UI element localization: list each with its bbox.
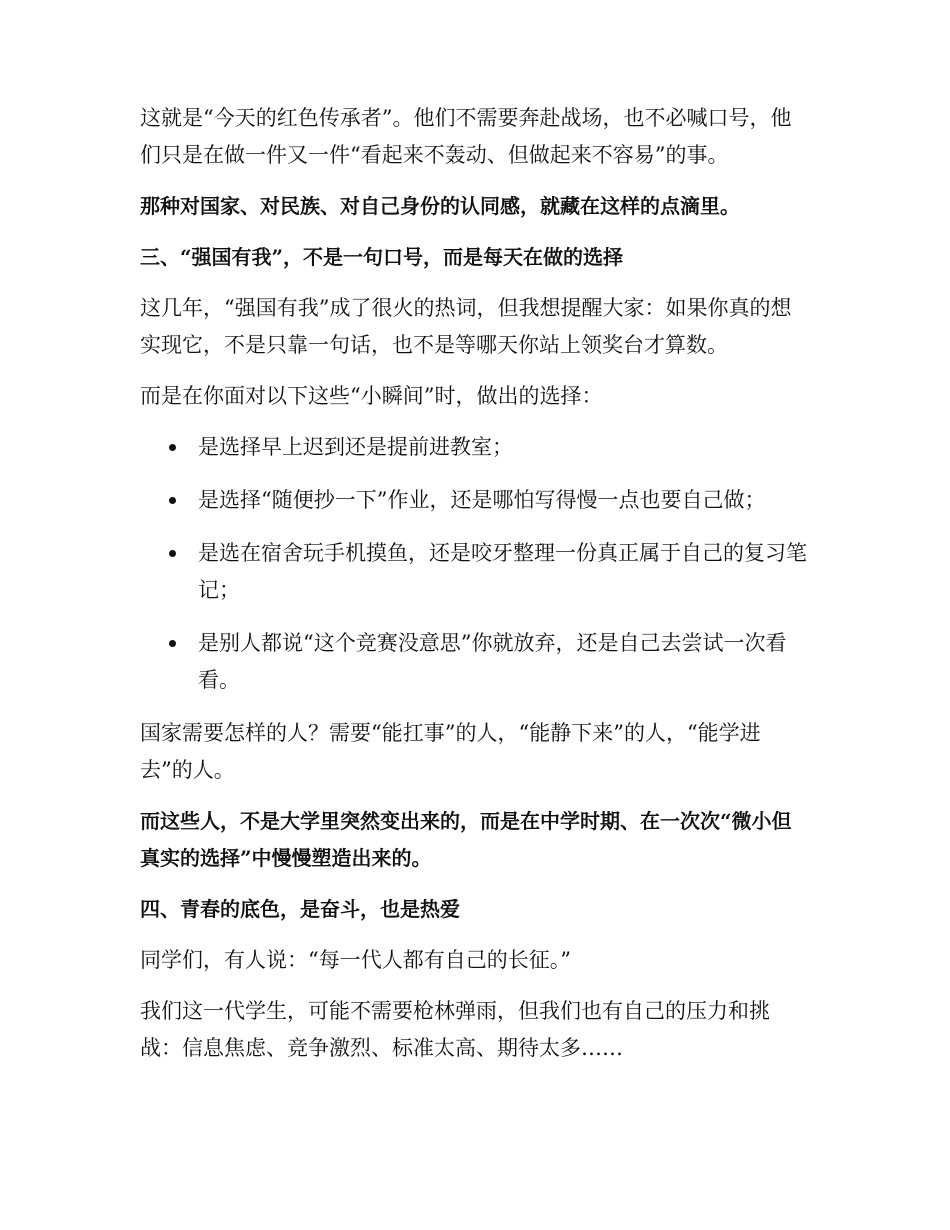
paragraph-long-march-quote: 同学们，有人说：“每一代人都有自己的长征。” [140,948,571,972]
section-heading-4: 四、青春的底色，是奋斗，也是热爱 [140,897,460,921]
list-item [140,482,810,519]
bullet-icon [169,444,176,451]
bullet-icon [169,497,176,504]
list-item-text: 是选在宿舍玩手机摸鱼，还是咬牙整理一份真正属于自己的复习笔记； [198,541,807,602]
paragraph-our-generation: 我们这一代学生，可能不需要枪林弹雨，但我们也有自己的压力和挑战：信息焦虑、竞争激烈、标准太高、期待太多…… [140,999,770,1060]
document-page [140,100,810,1081]
paragraph-shaped-by-choices: 而这些人，不是大学里突然变出来的，而是在中学时期、在一次次“微小但真实的选择”中慢慢塑造出来的。 [140,809,792,870]
bullet-icon [169,640,176,647]
list-item [140,429,810,466]
paragraph-red-inheritors: 这就是“今天的红色传承者”。他们不需要奔赴战场，也不必喊口号，他们只是在做一件又一件“看起来不轰动、但做起来不容易”的事。 [140,106,792,167]
paragraph-what-nation-needs: 国家需要怎样的人？需要“能扛事”的人，“能静下来”的人，“能学进去”的人。 [140,721,761,782]
bullet-icon [169,550,176,557]
list-item-text: 是选择早上迟到还是提前进教室； [198,435,513,459]
list-item-text: 是选择“随便抄一下”作业，还是哪怕写得慢一点也要自己做； [198,488,766,512]
paragraph-buzzword: 这几年，“强国有我”成了很火的热词，但我想提醒大家：如果你真的想实现它，不是只靠一句话，也不是等哪天你站上领奖台才算数。 [140,296,792,357]
list-item-text: 是别人都说“这个竞赛没意思”你就放弃，还是自己去尝试一次看看。 [198,631,787,692]
choices-list [140,429,810,699]
section-heading-3: 三、“强国有我”，不是一句口号，而是每天在做的选择 [140,245,624,269]
list-item [140,625,810,699]
list-item [140,535,810,609]
paragraph-small-moments: 而是在你面对以下这些“小瞬间”时，做出的选择： [140,384,603,408]
paragraph-identity-bold: 那种对国家、对民族、对自己身份的认同感，就藏在这样的点滴里。 [140,194,740,218]
